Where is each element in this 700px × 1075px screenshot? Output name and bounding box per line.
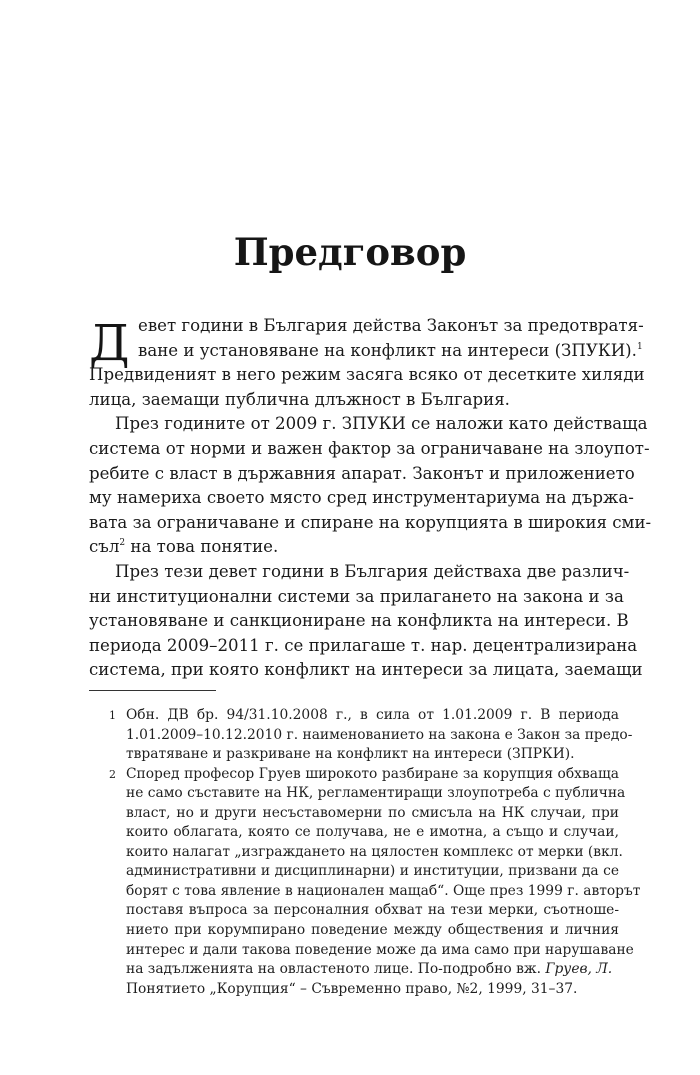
footnote-line: Понятието „Корупция“ – Съвременно право, №2, 1999, 31–37.	[126, 980, 578, 997]
paragraph-1	[89, 314, 645, 412]
footnote-line: административни и дисциплинарни) и институции, призвани да се	[126, 863, 619, 880]
footnotes	[89, 706, 641, 999]
footnote-2	[89, 765, 641, 1000]
text-line-content: на това понятие.	[125, 537, 279, 557]
footnote-line-content: на задълженията на овластеното лице. По-подробно вж.	[126, 961, 546, 978]
text-line: През годините от 2009 г. ЗПУКИ се наложи като действаща	[115, 414, 648, 434]
text-line: Предвиденият в него режим засяга всяко от десетките хиляди	[89, 365, 645, 385]
main-text	[89, 314, 652, 683]
text-line: вата за ограничаване и спиране на корупцията в широкия сми-	[89, 512, 652, 532]
footnote-line: 1.01.2009–10.12.2010 г. наименованието на закона е Закон за предо-	[126, 726, 633, 743]
text-line-content: ване и установяване на конфликт на интереси (ЗПУКИ).	[138, 340, 637, 360]
footnote-line: които налагат „изграждането на цялостен комплекс от мерки (вкл.	[126, 843, 623, 860]
footnote-line: нието при корумпирано поведение между обществения и личния	[126, 922, 619, 939]
footnote-line: не само съставите на НК, регламентиращи злоупотреба с публична	[126, 785, 626, 802]
footnote-number: 2	[109, 767, 116, 781]
text-line-content: съл	[89, 537, 120, 557]
drop-cap: Д	[89, 314, 130, 372]
text-line: През тези девет години в България действаха две различ-	[115, 561, 630, 581]
footnote-1	[89, 706, 633, 765]
text-line: система от норми и важен фактор за ограничаване на злоупот-	[89, 438, 650, 458]
footnote-ref-2: 2	[119, 538, 126, 549]
text-line: лица, заемащи публична длъжност в България.	[89, 389, 510, 409]
text-line: ни институционални системи за прилагането на закона и за	[89, 586, 624, 606]
text-line	[89, 535, 619, 560]
paragraph-3	[89, 560, 643, 683]
text-line: периода 2009–2011 г. се прилагаше т. нар. децентрализирана	[89, 635, 638, 655]
paragraph-2	[89, 412, 652, 560]
footnote-ref-1: 1	[636, 341, 643, 352]
cited-author: Груев, Л.	[545, 961, 613, 978]
footnote-separator	[89, 690, 216, 691]
page-title: Предговор	[233, 230, 467, 274]
text-line: система, при която конфликт на интереси за лицата, заемащи	[89, 660, 643, 680]
footnote-line: твратяване и разкриване на конфликт на интереси (ЗПРКИ).	[126, 746, 575, 763]
footnote-line: поставя въпроса за персоналния обхват на тези мерки, съотноше-	[126, 902, 619, 919]
footnote-line	[126, 960, 619, 980]
footnote-line: власт, но и други несъставомерни по смисъла на НК случаи, при	[126, 804, 619, 821]
text-line: евет години в България действа Законът за предотвратя-	[138, 316, 644, 335]
text-line: установяване и санкциониране на конфликта на интереси. В	[89, 611, 629, 631]
text-line	[89, 339, 643, 364]
footnote-line: интерес и дали такова поведение може да има само при нарушаване	[126, 941, 634, 958]
text-line: ребите с власт в държавния апарат. Законът и приложението	[89, 463, 635, 483]
footnote-line: борят с това явление в национален мащаб“. Още през 1999 г. авторът	[126, 882, 641, 899]
footnote-line: Обн. ДВ бр. 94/31.10.2008 г., в сила от 1.01.2009 г. В периода	[126, 707, 619, 723]
footnote-line: Според професор Груев широкото разбиране за корупция обхваща	[126, 765, 619, 782]
footnote-number: 1	[109, 709, 116, 722]
footnote-line: които облагата, която се получава, не е имотна, а също и случаи,	[126, 824, 619, 841]
text-line: му намериха своето място сред инструментариума на държа-	[89, 488, 634, 508]
